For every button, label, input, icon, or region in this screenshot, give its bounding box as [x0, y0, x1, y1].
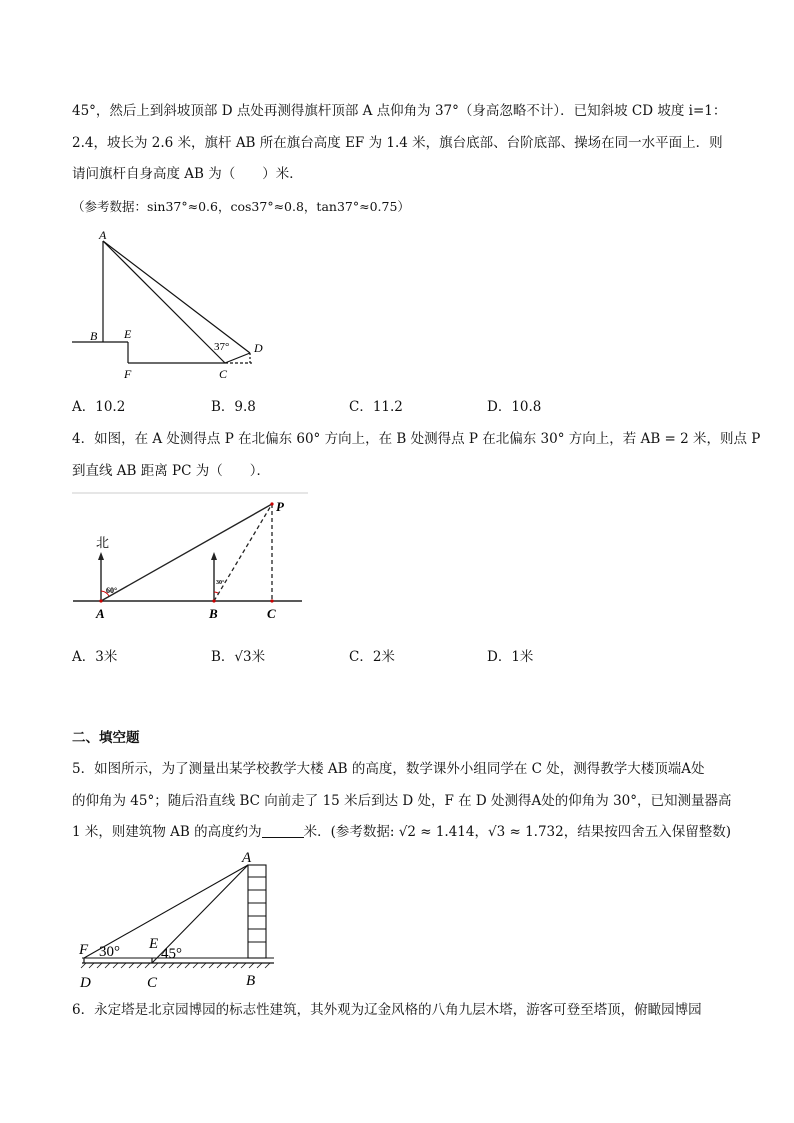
- label-a: A: [242, 850, 252, 866]
- label-e: E: [149, 936, 159, 952]
- label-c: C: [267, 606, 276, 621]
- q3-figure: [68, 226, 268, 384]
- building-outline: [248, 865, 266, 958]
- q4-figure: [70, 490, 312, 625]
- q5-line-3: [72, 822, 732, 842]
- label-c: C: [147, 975, 158, 990]
- ground-hatching: [81, 963, 270, 968]
- label-a: A: [96, 606, 105, 621]
- q6-line-1: 6．永定塔是北京园博园的标志性建筑，其外观为辽金风格的八角九层木塔，游客可登至塔顶，俯瞰园博园: [72, 1002, 702, 1018]
- label-c: C: [219, 367, 228, 381]
- angle-37-label: 37°: [214, 341, 230, 353]
- label-f: F: [79, 942, 89, 958]
- label-p: P: [276, 499, 284, 514]
- q3-option-b[interactable]: B．9.8: [211, 399, 256, 415]
- q5-line-1: 5．如图所示，为了测量出某学校教学大楼 AB 的高度，数学课外小组同学在 C 处，测得教学大楼顶端A处: [72, 761, 705, 777]
- angle-60-label: 60°: [106, 586, 118, 595]
- angle-45-label: 45°: [161, 946, 182, 962]
- q3-line-1: 45°，然后上到斜坡顶部 D 点处再测得旗杆顶部 A 点仰角为 37°（身高忽略不计）．已知斜坡 CD 坡度 i=1：: [72, 103, 727, 119]
- label-a: A: [99, 228, 107, 242]
- q3-option-a[interactable]: A．10.2: [72, 399, 126, 415]
- angle-30-label: 30°: [216, 580, 225, 586]
- north-label: 北: [96, 535, 110, 550]
- q3-line-2: 2.4，坡长为 2.6 米，旗杆 AB 所在旗台高度 EF 为 1.4 米，旗台底部、台阶底部、操场在同一水平面上．则: [72, 135, 723, 151]
- q3-line-3: 请问旗杆自身高度 AB 为（ ）米．: [72, 166, 303, 182]
- label-e: E: [124, 327, 132, 341]
- label-f: F: [124, 367, 132, 381]
- q5-line-3-end: 米．(参考数据: √2 ≈ 1.414，√3 ≈ 1.732，结果按四舍五入保留整数): [303, 824, 731, 840]
- label-d: D: [80, 975, 91, 990]
- slope-cd: [225, 353, 250, 363]
- arrowhead-a: [98, 552, 104, 560]
- q4-line-2: 到直线 AB 距离 PC 为（ ）．: [72, 463, 270, 479]
- q3-option-d[interactable]: D．10.8: [487, 399, 542, 415]
- q5-line-2: 的仰角为 45°；随后沿直线 BC 向前走了 15 米后到达 D 处，F 在 D 处测得A处的仰角为 30°，已知测量器高: [72, 793, 732, 809]
- section-title: 二、填空题: [72, 730, 140, 746]
- q4-option-c[interactable]: C．2米: [349, 649, 395, 665]
- building-floors: [248, 877, 266, 942]
- q4-option-b[interactable]: B．√3米: [211, 649, 266, 665]
- q4-line-1: 4．如图，在 A 处测得点 P 在北偏东 60° 方向上，在 B 处测得点 P 在北偏东 30° 方向上，若 AB = 2 米，则点 P: [72, 431, 761, 447]
- q5-line-3-start: 1 米，则建筑物 AB 的高度约为: [72, 824, 262, 840]
- angle-30-label: 30°: [99, 944, 120, 960]
- label-b: B: [90, 329, 98, 343]
- label-d: D: [254, 341, 263, 355]
- label-b: B: [209, 606, 218, 621]
- point-c-dot: [270, 599, 273, 602]
- q3-reference-data: （参考数据：sin37°≈0.6，cos37°≈0.8，tan37°≈0.75）: [72, 199, 410, 214]
- arrowhead-b: [211, 552, 217, 560]
- point-a-dot: [99, 599, 102, 602]
- q5-figure: [74, 848, 280, 990]
- point-b-dot: [212, 599, 215, 602]
- answer-blank[interactable]: [262, 823, 304, 838]
- sightline-ac: [103, 241, 225, 363]
- point-p-dot: [270, 502, 273, 505]
- line-bp: [214, 504, 272, 601]
- label-b: B: [246, 973, 256, 989]
- q4-option-d[interactable]: D．1米: [487, 649, 534, 665]
- q4-option-a[interactable]: A．3米: [72, 649, 118, 665]
- q3-option-c[interactable]: C．11.2: [349, 399, 403, 415]
- line-ap: [101, 504, 272, 601]
